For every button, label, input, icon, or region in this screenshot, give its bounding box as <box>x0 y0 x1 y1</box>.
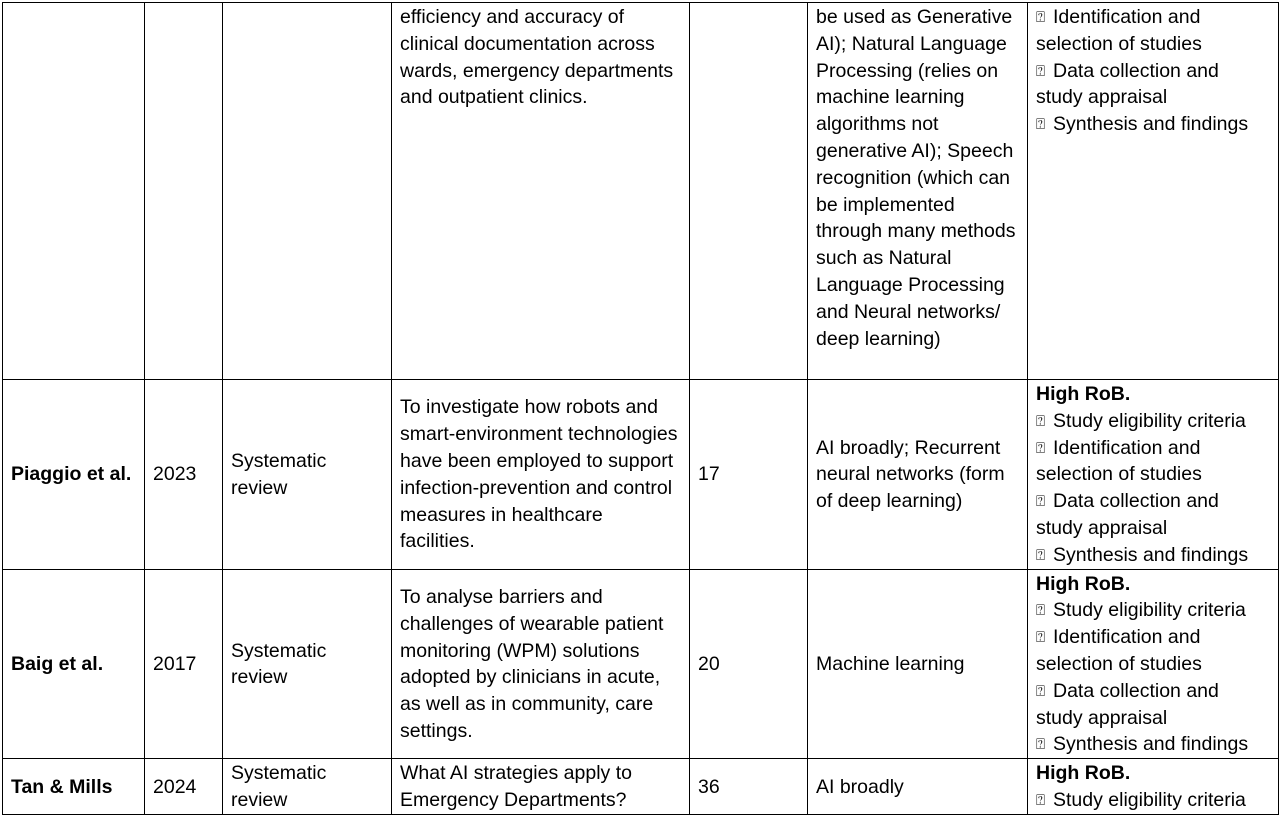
design-cell: Systematic review <box>223 380 392 570</box>
aim-cell: To investigate how robots and smart-environment technologies have been employed to support infection-prevention and control measures in healthcare facilities. <box>392 380 690 570</box>
rob-domain-item: ⍰ Study eligibility criteria <box>1036 787 1270 814</box>
table-row <box>3 759 1279 815</box>
design-cell <box>223 3 392 380</box>
rob-domain-item: ⍰ Data collection and study appraisal <box>1036 679 1219 729</box>
author-cell: Piaggio et al. <box>3 380 145 570</box>
missing-glyph-icon: ⍰ <box>1036 492 1046 511</box>
year-cell: 2023 <box>145 380 223 570</box>
review-table-page <box>2 2 1278 812</box>
aim-cell: efficiency and accuracy of clinical documentation across wards, emergency departments and outpatient clinics. <box>392 3 690 380</box>
author-cell <box>3 3 145 380</box>
year-cell: 2024 <box>145 759 223 815</box>
rob-domain-item: ⍰ Study eligibility criteria <box>1036 597 1270 624</box>
risk-of-bias-cell <box>1028 3 1279 380</box>
year-cell <box>145 3 223 380</box>
rob-domain-item: ⍰ Synthesis and findings <box>1036 111 1270 138</box>
aim-cell: To analyse barriers and challenges of wearable patient monitoring (WPM) solutions adopted by clinicians in acute, as well as in community, care settings. <box>392 569 690 759</box>
design-cell: Systematic review <box>223 759 392 815</box>
rob-domain-item: ⍰ Data collection and study appraisal <box>1036 59 1219 109</box>
studies-count-cell <box>690 3 808 380</box>
table-row <box>3 569 1279 759</box>
studies-count-cell: 17 <box>690 380 808 570</box>
rob-domain-item: ⍰ Study eligibility criteria <box>1036 408 1270 435</box>
missing-glyph-icon: ⍰ <box>1036 681 1046 700</box>
studies-count-cell: 36 <box>690 759 808 815</box>
ai-type-cell: be used as Generative AI); Natural Language Processing (relies on machine learning algorithms not generative AI); Speech recognition (which can be implemented through many methods such as Natural Language Processing and Neural networks/ deep learning) <box>808 3 1028 380</box>
ai-type-cell: Machine learning <box>808 569 1028 759</box>
rob-rating: High RoB. <box>1036 762 1131 785</box>
aim-cell: What AI strategies apply to Emergency Departments? <box>392 759 690 815</box>
missing-glyph-icon: ⍰ <box>1036 545 1046 564</box>
missing-glyph-icon: ⍰ <box>1036 438 1046 457</box>
missing-glyph-icon: ⍰ <box>1036 411 1046 430</box>
missing-glyph-icon: ⍰ <box>1036 8 1046 26</box>
ai-type-cell: AI broadly; Recurrent neural networks (form of deep learning) <box>808 380 1028 570</box>
table-row <box>3 380 1279 570</box>
missing-glyph-icon: ⍰ <box>1036 790 1046 809</box>
risk-of-bias-cell <box>1028 759 1279 815</box>
risk-of-bias-cell <box>1028 380 1279 570</box>
author-cell: Baig et al. <box>3 569 145 759</box>
missing-glyph-icon: ⍰ <box>1036 61 1046 80</box>
rob-domain-item: ⍰ Synthesis and findings <box>1036 731 1270 758</box>
table-row <box>3 3 1279 380</box>
missing-glyph-icon: ⍰ <box>1036 735 1046 754</box>
missing-glyph-icon: ⍰ <box>1036 115 1046 134</box>
missing-glyph-icon: ⍰ <box>1036 628 1046 647</box>
year-cell: 2017 <box>145 569 223 759</box>
rob-domain-item: ⍰ Synthesis and findings <box>1036 542 1270 569</box>
rob-domain-item: ⍰ Identification and selection of studies <box>1036 6 1202 55</box>
rob-domain-item: ⍰ Data collection and study appraisal <box>1036 490 1219 539</box>
ai-type-cell: AI broadly <box>808 759 1028 815</box>
studies-count-cell: 20 <box>690 569 808 759</box>
rob-rating: High RoB. <box>1036 383 1131 405</box>
design-cell: Systematic review <box>223 569 392 759</box>
review-table <box>2 2 1279 815</box>
rob-domain-item: ⍰ Identification and selection of studies <box>1036 626 1202 675</box>
risk-of-bias-cell <box>1028 569 1279 759</box>
author-cell: Tan & Mills <box>3 759 145 815</box>
rob-domain-item: ⍰ Identification and selection of studies <box>1036 436 1202 486</box>
rob-rating: High RoB. <box>1036 572 1131 595</box>
missing-glyph-icon: ⍰ <box>1036 601 1046 620</box>
